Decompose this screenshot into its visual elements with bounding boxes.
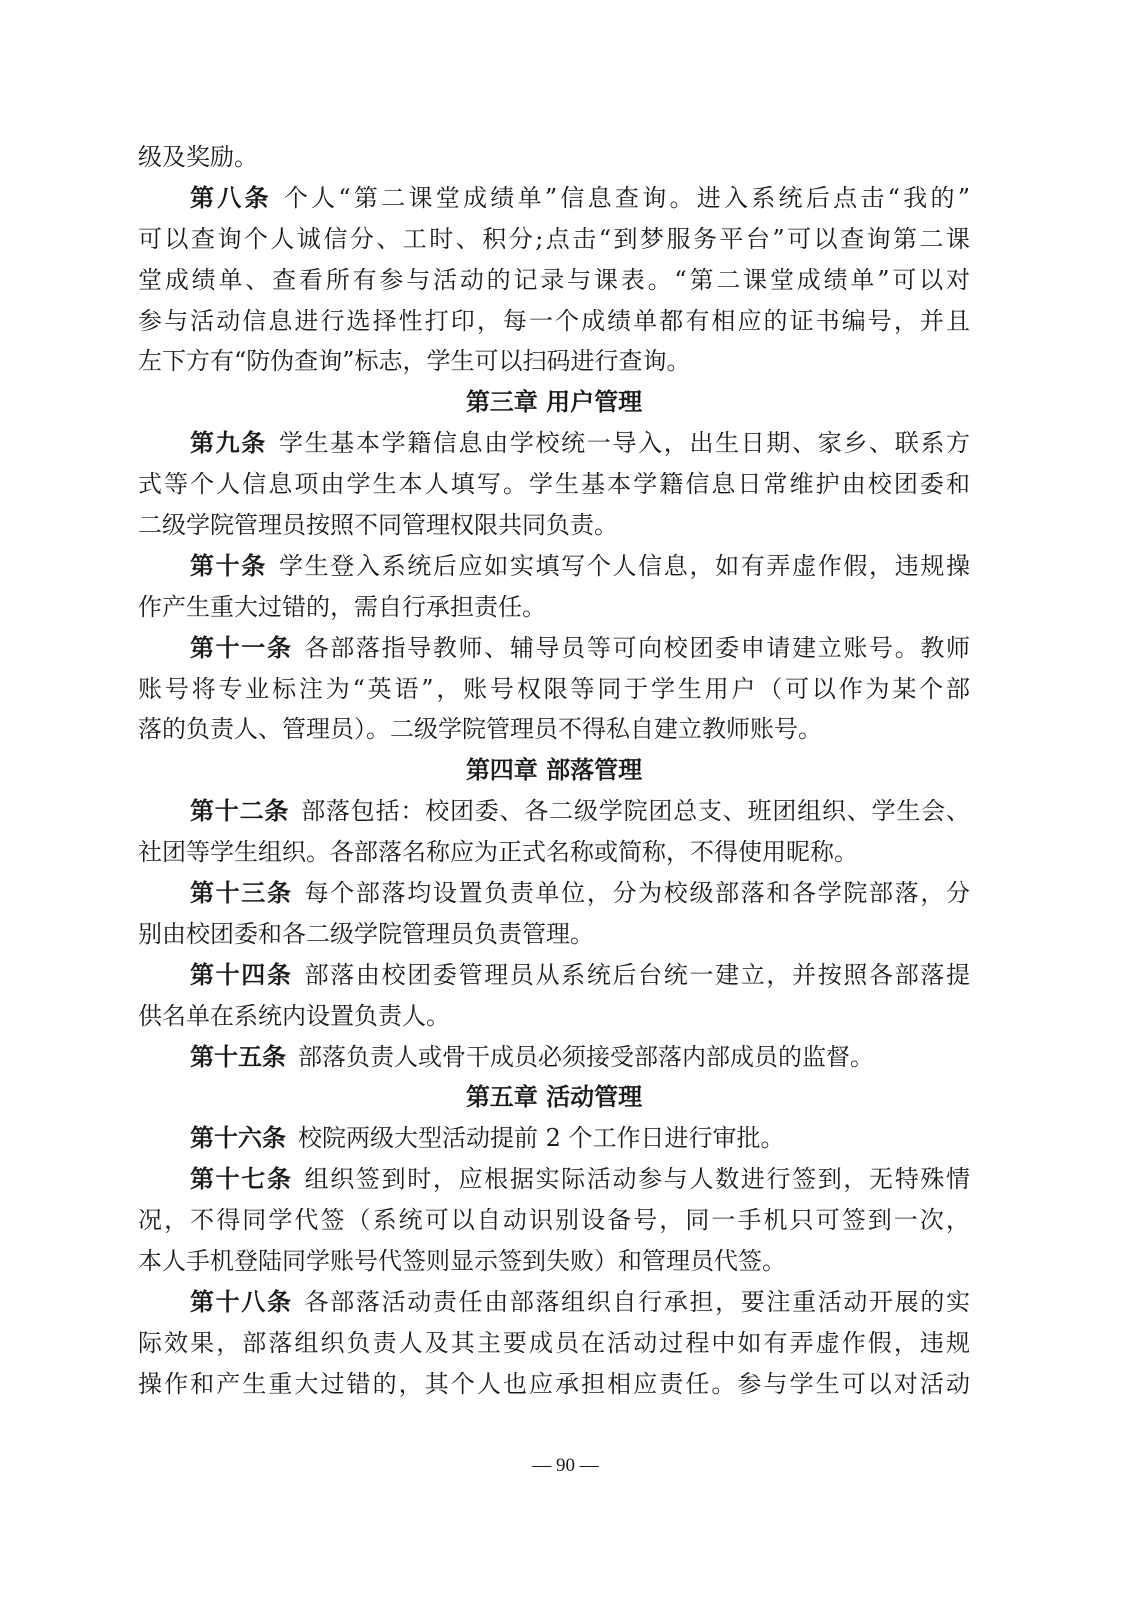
- text-line: 二级学院管理员按照不同管理权限共同负责。: [138, 511, 618, 540]
- text-line: 式等个人信息项由学生本人填写。学生基本学籍信息日常维护由校团委和: [138, 470, 970, 499]
- text-line: 际效果，部落组织负责人及其主要成员在活动过程中如有弄虚作假，违规: [138, 1328, 970, 1357]
- article-14: [138, 955, 970, 996]
- text-line: 可以查询个人诚信分、工时、积分;点击“到梦服务平台”可以查询第二课: [138, 224, 970, 253]
- article-label: 第十四条: [190, 959, 293, 989]
- article-label: 第十一条: [190, 632, 293, 662]
- text-line: 堂成绩单、查看所有参与活动的记录与课表。“第二课堂成绩单”可以对: [138, 265, 970, 294]
- article-label: 第八条: [190, 182, 272, 212]
- text-line: 个人“第二课堂成绩单”信息查询。进入系统后点击“我的”: [283, 183, 971, 212]
- text-line: 参与活动信息进行选择性打印，每一个成绩单都有相应的证书编号，并且: [138, 306, 970, 335]
- text-line: 校院两级大型活动提前 2 个工作日进行审批。: [298, 1124, 785, 1153]
- text-line: 部落负责人或骨干成员必须接受部落内部成员的监督。: [298, 1042, 874, 1071]
- text-line: 各部落指导教师、辅导员等可向校团委申请建立账号。教师: [304, 633, 971, 662]
- article-label: 第十条: [190, 550, 267, 580]
- article-18: [138, 1282, 970, 1323]
- article-label: 第十三条: [190, 878, 293, 908]
- text-line: 部落由校团委管理员从系统后台统一建立，并按照各部落提: [304, 960, 971, 989]
- article-9: [138, 423, 970, 464]
- article-15: [138, 1037, 970, 1078]
- article-label: 第十八条: [190, 1286, 293, 1316]
- chapter-heading: 第五章 活动管理: [465, 1082, 643, 1112]
- text-line: 落的负责人、管理员）。二级学院管理员不得私自建立教师账号。: [138, 715, 822, 744]
- article-label: 第十五条: [190, 1041, 286, 1071]
- page-number: — 90 —: [532, 1455, 599, 1476]
- article-12: [138, 791, 970, 832]
- text-line: 作产生重大过错的，需自行承担责任。: [138, 592, 546, 621]
- article-13: [138, 873, 970, 914]
- text-line: 社团等学生组织。各部落名称应为正式名称或简称，不得使用昵称。: [138, 838, 858, 867]
- document-body: [138, 137, 970, 1405]
- article-label: 第十六条: [190, 1123, 286, 1153]
- article-16: [138, 1118, 970, 1159]
- text-line: 供名单在系统内设置负责人。: [138, 1001, 450, 1030]
- article-10: [138, 546, 970, 587]
- article-label: 第十七条: [190, 1164, 293, 1194]
- article-label: 第九条: [190, 428, 267, 458]
- text-line: 学生登入系统后应如实填写个人信息，如有弄虚作假，违规操: [278, 551, 971, 580]
- text-line: 每个部落均设置负责单位，分为校级部落和各学院部落，分: [304, 879, 971, 908]
- article-11: [138, 628, 970, 669]
- text-line: 别由校团委和各二级学院管理员负责管理。: [138, 919, 594, 948]
- text-line: 操作和产生重大过错的，其个人也应承担相应责任。参与学生可以对活动: [138, 1369, 970, 1398]
- text-line: 本人手机登陆同学账号代签则显示签到失败）和管理员代签。: [138, 1247, 786, 1276]
- chapter-heading: 第三章 用户管理: [465, 387, 643, 417]
- text-line: 组织签到时，应根据实际活动参与人数进行签到，无特殊情: [304, 1165, 971, 1194]
- text-line: 账号将专业标注为“英语”，账号权限等同于学生用户（可以作为某个部: [138, 674, 970, 703]
- text-line: 部落包括：校团委、各二级学院团总支、班团组织、学生会、: [301, 797, 971, 826]
- article-17: [138, 1159, 970, 1200]
- text-line: 级及奖励。: [138, 143, 258, 171]
- article-label: 第十二条: [190, 796, 290, 826]
- article-8: [138, 178, 970, 219]
- text-line: 学生基本学籍信息由学校统一导入，出生日期、家乡、联系方: [278, 429, 971, 458]
- text-line: 各部落活动责任由部落组织自行承担，要注重活动开展的实: [304, 1287, 971, 1316]
- chapter-heading: 第四章 部落管理: [465, 755, 643, 785]
- text-line: 况，不得同学代签（系统可以自动识别设备号，同一手机只可签到一次，: [138, 1206, 970, 1235]
- text-line: 左下方有“防伪查询”标志，学生可以扫码进行查询。: [138, 347, 691, 376]
